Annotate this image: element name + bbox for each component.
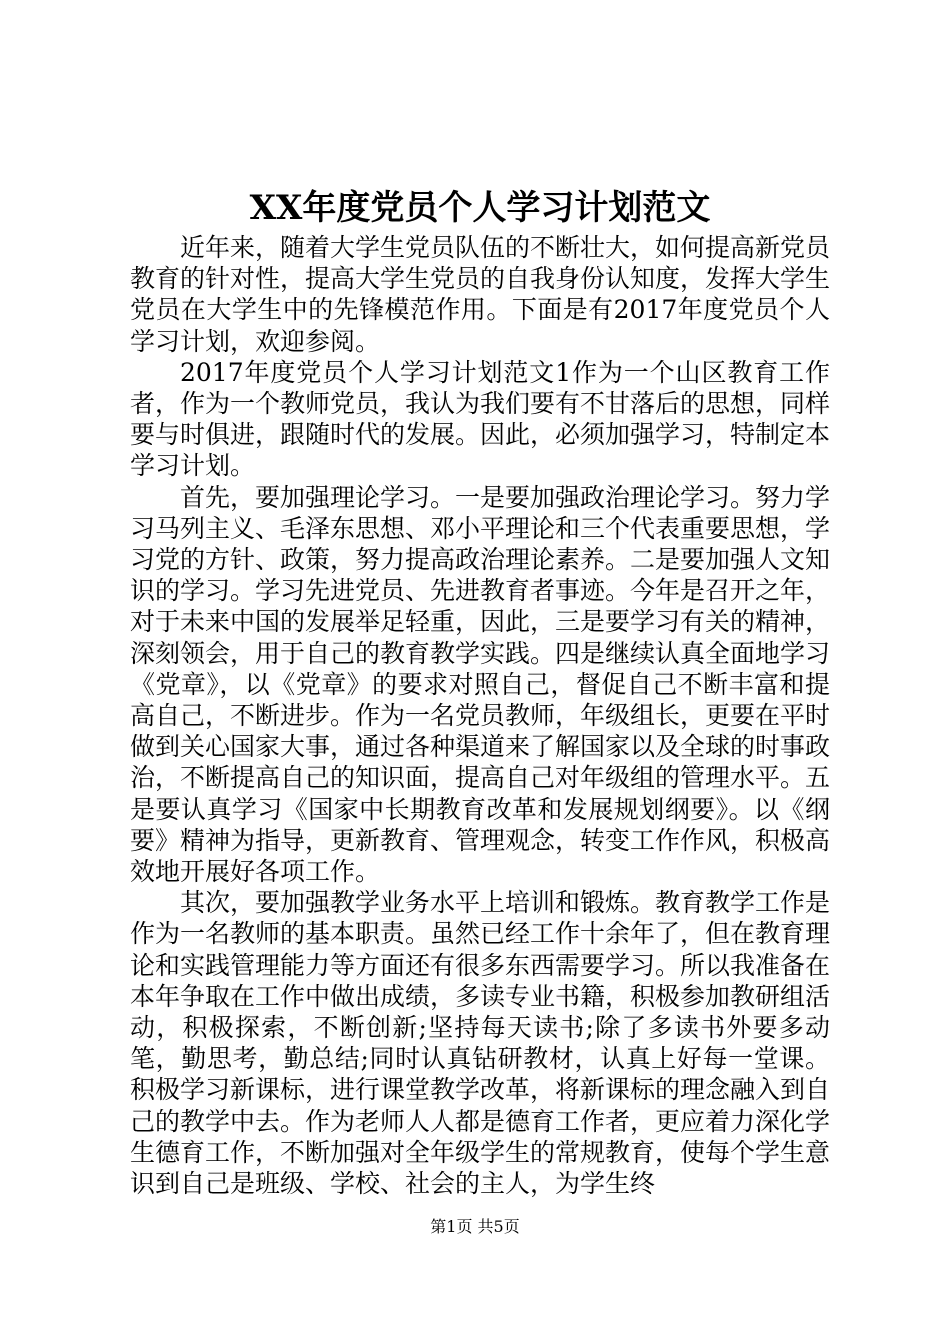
document-title: XX年度党员个人学习计划范文 [249, 188, 711, 228]
paragraph-teaching-training: 其次，要加强教学业务水平上培训和锻炼。教育教学工作是作为一名教师的基本职责。虽然已经工作十余年了，但在教育理论和实践管理能力等方面还有很多东西需要学习。所以我准备在本年争取在工作中做出成绩，多读专业书籍，积极参加教研组活动，积极探索，不断创新;坚持每天读书;除了多读书外要多动笔，勤思考，勤总结;同时认真钻研教材，认真上好每一堂课。积极学习新课标，进行课堂教学改革，将新课标的理念融入到自己的教学中去。作为老师人人都是德育工作者，更应着力深化学生德育工作，不断加强对全年级学生的常规教育，使每个学生意识到自己是班级、学校、社会的主人，为学生终 [130, 888, 831, 1199]
page-footer: 第1页 共5页 [430, 1217, 520, 1236]
paragraph-theory-study: 首先，要加强理论学习。一是要加强政治理论学习。努力学习马列主义、毛泽东思想、邓小平理论和三个代表重要思想，学习党的方针、政策，努力提高政治理论素养。二是要加强人文知识的学习。学习先进党员、先进教育者事迹。今年是召开之年，对于未来中国的发展举足轻重，因此，三是要学习有关的精神，深刻领会，用于自己的教育教学实践。四是继续认真全面地学习《党章》，以《党章》的要求对照自己，督促自己不断丰富和提高自己，不断进步。作为一名党员教师，年级组长，更要在平时做到关心国家大事，通过各种渠道来了解国家以及全球的时事政治，不断提高自己的知识面，提高自己对年级组的管理水平。五是要认真学习《国家中长期教育改革和发展规划纲要》。以《纲要》精神为指导，更新教育、管理观念，转变工作作风，积极高效地开展好各项工作。 [130, 482, 831, 887]
paragraph-intro: 近年来，随着大学生党员队伍的不断壮大，如何提高新党员教育的针对性，提高大学生党员的自我身份认知度，发挥大学生党员在大学生中的先锋模范作用。下面是有2017年度党员个人学习计划，欢迎参阅。 [130, 233, 831, 356]
paragraph-plan-intro: 2017年度党员个人学习计划范文1作为一个山区教育工作者，作为一个教师党员，我认为我们要有不甘落后的思想，同样要与时俱进，跟随时代的发展。因此，必须加强学习，特制定本学习计划。 [130, 357, 831, 481]
document-body [130, 232, 830, 1199]
